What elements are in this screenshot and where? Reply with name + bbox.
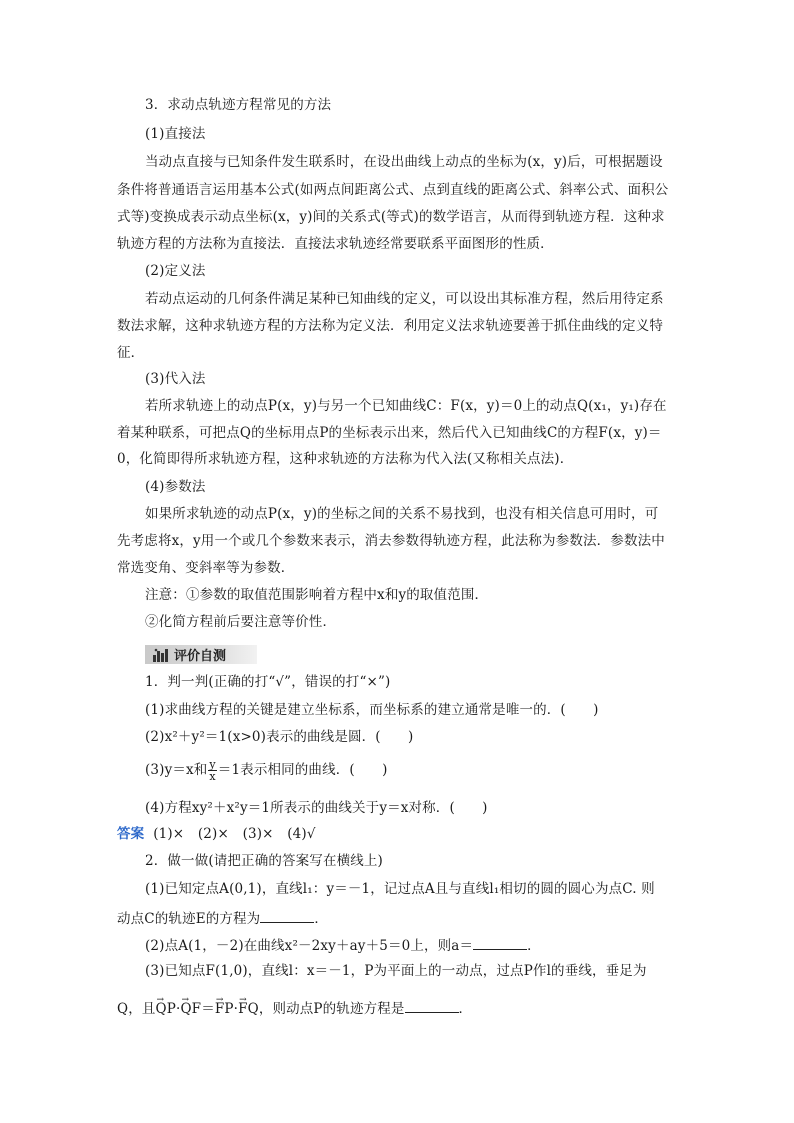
badge-label: 评价自测 xyxy=(174,649,227,664)
note-2: ②化简方程前后要注意等价性． xyxy=(145,614,337,630)
q2-title: 2．做一做(请把正确的答案写在横线上) xyxy=(145,853,383,869)
answer-text: (1)× (2)× (3)× (4)√ xyxy=(153,826,316,842)
fraction-numerator: y xyxy=(209,758,216,771)
fraction-y-over-x xyxy=(208,759,216,782)
dot-2: · xyxy=(233,1001,239,1017)
q1-item-3-tail: ＝1表示相同的曲线．( ) xyxy=(217,762,388,778)
definition-method-heading: (2)定义法 xyxy=(145,263,206,279)
q1-item-2: (2)x²＋y²＝1(x>0)表示的曲线是圆．( ) xyxy=(145,729,414,745)
parameter-method-text-3: 常选变角、变斜率等为参数． xyxy=(117,560,295,576)
parameter-method-text-1: 如果所求轨迹的动点P(x，y)的坐标之间的关系不易找到，也没有相关信息可用时，可 xyxy=(145,506,659,522)
direct-method-text-4: 轨迹方程的方法称为直接法．直接法求轨迹经常要联系平面图形的性质． xyxy=(117,236,554,252)
note-1: 注意：①参数的取值范围影响着方程中x和y的取值范围． xyxy=(145,587,489,603)
q1-title: 1．判一判(正确的打“√”，错误的打“×”) xyxy=(145,674,391,690)
vector-fp: → FP xyxy=(215,1001,234,1018)
definition-method-text-2: 数法求解，这种求轨迹方程的方法称为定义法．利用定义法求轨迹要善于抓住曲线的定义特 xyxy=(117,318,663,334)
q1-item-3-text: (3)y＝x和 xyxy=(145,762,208,778)
period-2: ． xyxy=(527,938,541,954)
parameter-method-heading: (4)参数法 xyxy=(145,479,206,495)
parameter-method-text-2: 先考虑将x，y用一个或几个参数来表示，消去参数得轨迹方程，此法称为参数法．参数法中 xyxy=(117,533,665,549)
q2-item-1-line-1: (1)已知定点A(0,1)，直线l₁：y＝－1，记过点A且与直线l₁相切的圆的圆心为点C. 则 xyxy=(145,881,655,897)
bar-chart-icon xyxy=(153,648,171,662)
period-1: ． xyxy=(314,911,328,927)
vector-fq: → FQ xyxy=(238,1001,259,1018)
q2-item-3-line-1: (3)已知点F(1,0)，直线l：x＝－1，P为平面上的一动点，过点P作l的垂线，垂足为 xyxy=(145,963,647,979)
period-3: ． xyxy=(458,1001,473,1017)
q2-item-3-line-2 xyxy=(117,999,472,1018)
answer-label: 答案 xyxy=(117,826,145,842)
substitution-method-heading: (3)代入法 xyxy=(145,371,206,387)
q1-answer-row xyxy=(117,826,316,843)
direct-method-heading: (1)直接法 xyxy=(145,126,206,142)
q1-item-1: (1)求曲线方程的关键是建立坐标系，而坐标系的建立通常是唯一的．( ) xyxy=(145,702,599,718)
answer-blank-1[interactable] xyxy=(260,909,314,923)
definition-method-text-3: 征． xyxy=(117,345,145,361)
vector-qp: → QP xyxy=(156,1001,176,1018)
q2-item-3-suffix: ，则动点P的轨迹方程是 xyxy=(258,1001,405,1017)
direct-method-text-3: 式等)变换成表示动点坐标(x，y)间的关系式(等式)的数学语言，从而得到轨迹方程．这种求 xyxy=(117,209,665,225)
vector-qf: → QF xyxy=(180,1001,201,1018)
q2-item-2 xyxy=(145,936,541,955)
definition-method-text-1: 若动点运动的几何条件满足某种已知曲线的定义，可以设出其标准方程，然后用待定系 xyxy=(145,291,664,307)
q2-item-1-line-2 xyxy=(117,909,328,928)
section-title: 3．求动点轨迹方程常见的方法 xyxy=(145,97,332,113)
direct-method-text-2: 条件将普通语言运用基本公式(如两点间距离公式、点到直线的距离公式、斜率公式、面积公 xyxy=(117,182,669,198)
substitution-method-text-3: 0，化简即得所求轨迹方程，这种求轨迹的方法称为代入法(又称相关点法)． xyxy=(117,451,574,467)
substitution-method-text-2: 着某种联系，可把点Q的坐标用点P的坐标表示出来，然后代入已知曲线C的方程F(x，y)＝ xyxy=(117,425,662,441)
equals-sign: ＝ xyxy=(201,1001,215,1017)
q2-item-3-prefix: Q，且 xyxy=(117,1001,156,1017)
self-assessment-badge xyxy=(145,645,257,664)
fraction-denominator: x xyxy=(209,770,216,783)
dot-1: · xyxy=(175,1001,181,1017)
q1-item-4: (4)方程xy²＋x²y＝1所表示的曲线关于y＝x对称．( ) xyxy=(145,800,488,816)
q1-item-3 xyxy=(145,759,388,782)
answer-blank-3[interactable] xyxy=(405,999,459,1013)
q2-item-2-text: (2)点A(1，－2)在曲线x²－2xy＋ay＋5＝0上，则a＝ xyxy=(145,938,474,954)
q2-item-1-text: 动点C的轨迹E的方程为 xyxy=(117,911,261,927)
substitution-method-text-1: 若所求轨迹上的动点P(x，y)与另一个已知曲线C：F(x，y)＝0上的动点Q(x₁，y₁)存在 xyxy=(145,398,667,414)
direct-method-text-1: 当动点直接与已知条件发生联系时，在设出曲线上动点的坐标为(x，y)后，可根据题设 xyxy=(145,154,663,170)
answer-blank-2[interactable] xyxy=(473,936,527,950)
